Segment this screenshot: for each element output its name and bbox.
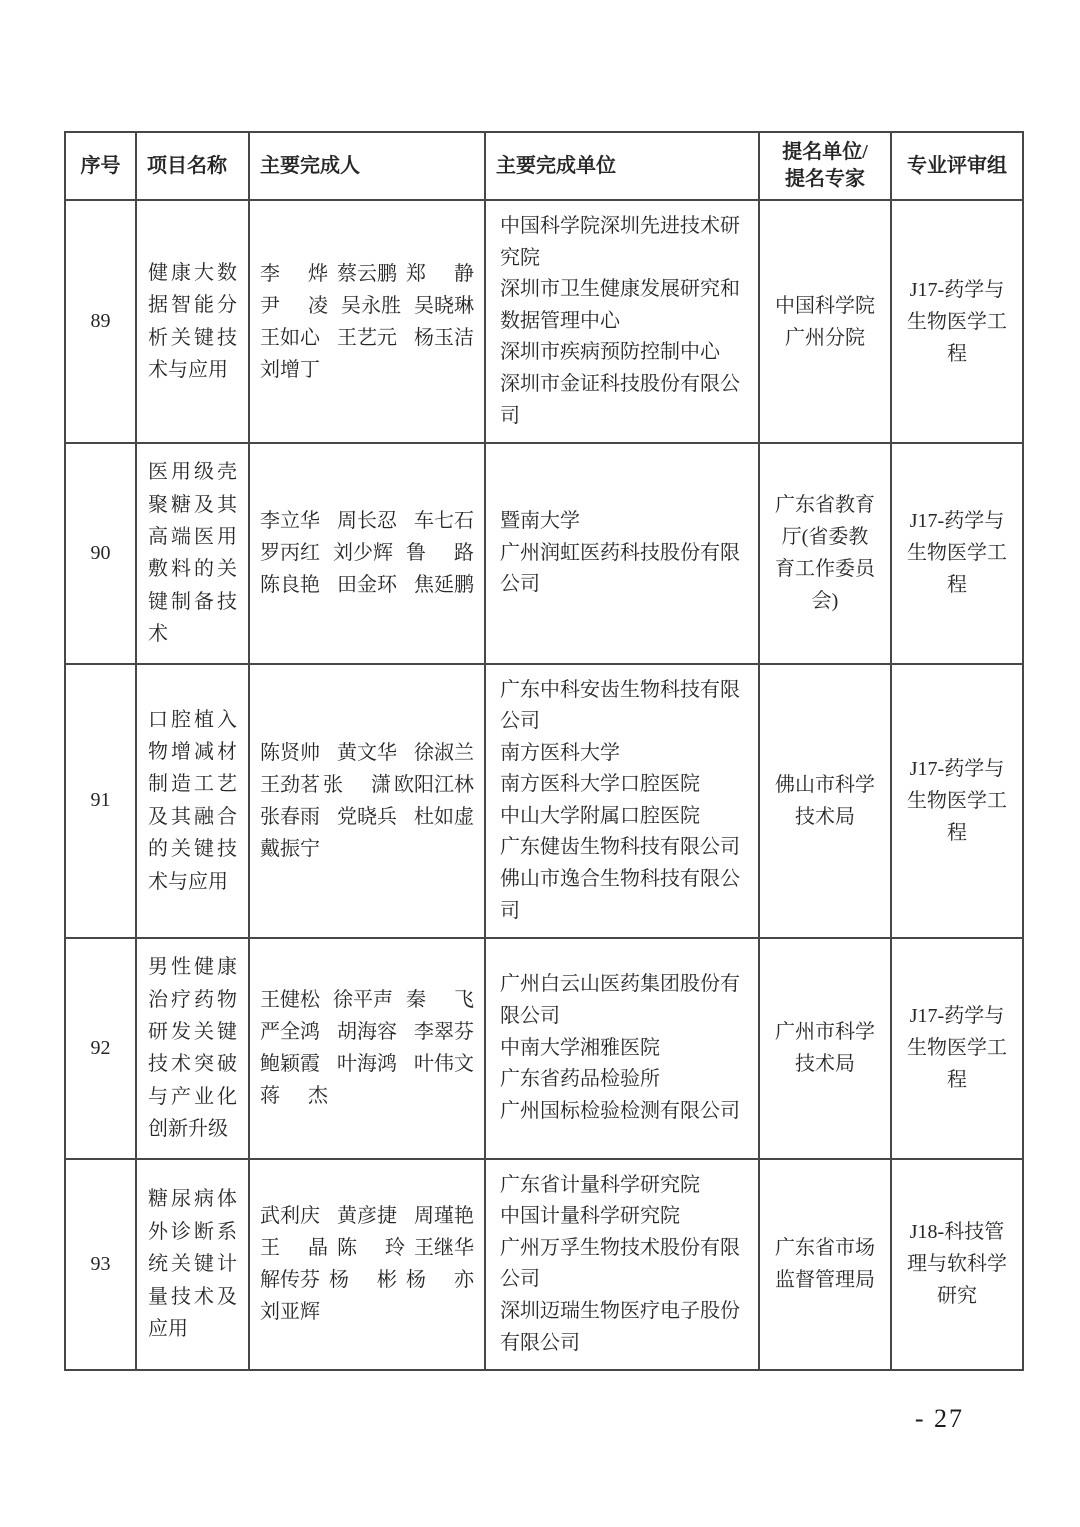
person-name: 陈玲 [337,1237,405,1260]
completers-line [260,1232,474,1264]
table-row [65,443,1023,663]
column-header-nominator [759,132,891,200]
cell-project-title: 口腔植入物增减材制造工艺及其融合的关键技术与应用 [136,664,249,939]
person-name: 尹凌 [260,294,328,317]
person-name: 黄彦捷 [337,1205,397,1228]
person-name: 王晶 [260,1237,328,1260]
person-name: 黄文华 [337,741,397,764]
unit-name: 中山大学附属口腔医院 [500,804,700,827]
table-header [65,132,1023,200]
cell-review-group: J17-药学与生物医学工程 [891,938,1023,1158]
cell-completers [249,1159,485,1371]
column-header-persons [249,132,485,200]
completers-line [260,1016,474,1048]
cell-review-group: J17-药学与生物医学工程 [891,664,1023,939]
page-number: - 27 [914,1404,964,1433]
column-header-units [485,132,759,200]
cell-nominating-unit: 广州市科学技术局 [759,938,891,1158]
column-header-no [65,132,136,200]
unit-name: 中南大学湘雅医院 [500,1036,660,1059]
column-header-line: 主要完成人 [260,154,360,177]
cell-project-title: 男性健康治疗药物研发关键技术突破与产业化创新升级 [136,938,249,1158]
person-name: 王继华 [414,1237,474,1260]
cell-project-title: 糖尿病体外诊断系统关键计量技术及应用 [136,1159,249,1371]
unit-name: 深圳市卫生健康发展研究和数据管理中心 [500,278,740,332]
completers-line [260,1296,474,1328]
unit-name: 南方医科大学口腔医院 [500,773,700,796]
cell-completing-units [485,443,759,663]
column-header-title [136,132,249,200]
unit-name: 南方医科大学 [500,741,620,764]
unit-name: 广东健齿生物科技有限公司 [500,836,740,859]
person-name: 王劲茗 [260,773,320,796]
cell-completing-units [485,1159,759,1371]
person-name: 刘少辉 [333,542,393,565]
person-name: 吴永胜 [341,294,401,317]
table-body [65,200,1023,1370]
person-name: 武利庆 [260,1205,320,1228]
completers-line [260,737,474,769]
person-name: 杨亦 [406,1269,474,1292]
person-name: 鲍颖霞 [260,1053,320,1076]
person-name: 焦延鹏 [414,574,474,597]
completers-line [260,833,474,865]
person-name: 李烨 [260,262,328,285]
person-name: 胡海容 [337,1021,397,1044]
cell-nominating-unit: 中国科学院广州分院 [759,200,891,443]
person-name: 党晓兵 [337,805,397,828]
completers-line [260,354,474,386]
person-name: 杨彬 [329,1269,397,1292]
person-name: 叶海鸿 [337,1053,397,1076]
unit-name: 深圳市金证科技股份有限公司 [500,372,740,427]
cell-project-title: 医用级壳聚糖及其高端医用敷料的关键制备技术 [136,443,249,663]
column-header-line: 提名单位/ [782,141,868,163]
cell-completing-units [485,664,759,939]
cell-completing-units [485,938,759,1158]
person-name: 李立华 [260,510,320,533]
person-name: 徐淑兰 [414,741,474,764]
cell-serial-number: 90 [65,443,136,663]
cell-completers [249,443,485,663]
cell-serial-number: 89 [65,200,136,443]
table-row [65,664,1023,939]
unit-name: 广东省药品检验所 [500,1068,660,1091]
cell-serial-number: 92 [65,938,136,1158]
person-name: 严全鸿 [260,1021,320,1044]
completers-line [260,258,474,290]
unit-name: 深圳迈瑞生物医疗电子股份有限公司 [500,1299,740,1354]
cell-nominating-unit: 广东省市场监督管理局 [759,1159,891,1371]
completers-line [260,505,474,537]
table-row [65,200,1023,443]
cell-completers [249,200,485,443]
person-name: 刘增丁 [260,358,320,381]
completers-line [260,1048,474,1080]
completers-line [260,1264,474,1296]
person-name: 吴晓琳 [414,294,474,317]
unit-name: 广东中科安齿生物科技有限公司 [500,678,740,733]
column-header-line: 主要完成单位 [496,154,616,177]
completers-line [260,984,474,1016]
person-name: 郑静 [406,262,474,285]
unit-name: 深圳市疾病预防控制中心 [500,341,720,364]
person-name: 解传芬 [260,1269,320,1292]
person-name: 戴振宁 [260,837,320,860]
cell-review-group: J18-科技管理与软科学研究 [891,1159,1023,1371]
column-header-group [891,132,1023,200]
person-name: 秦飞 [406,989,474,1012]
unit-name: 中国计量科学研究院 [500,1205,680,1228]
person-name: 罗丙红 [260,542,320,565]
person-name: 蒋杰 [260,1085,328,1108]
person-name: 蔡云鹏 [337,262,397,285]
column-header-line: 提名专家 [785,168,865,190]
cell-review-group: J17-药学与生物医学工程 [891,200,1023,443]
completers-line [260,322,474,354]
person-name: 杜如虚 [414,805,474,828]
person-name: 叶伟文 [414,1053,474,1076]
person-name: 李翠芬 [414,1021,474,1044]
cell-serial-number: 93 [65,1159,136,1371]
unit-name: 佛山市逸合生物科技有限公司 [500,868,740,922]
person-name: 田金环 [337,574,397,597]
person-name: 周长忍 [337,510,397,533]
completers-line [260,569,474,601]
completers-line [260,537,474,569]
cell-nominating-unit: 广东省教育厅(省委教育工作委员会) [759,443,891,663]
person-name: 徐平声 [333,989,393,1012]
person-name: 张春雨 [260,805,320,828]
completers-line [260,1200,474,1232]
person-name: 周瑾艳 [414,1205,474,1228]
person-name: 鲁路 [406,542,474,565]
unit-name: 广州白云山医药集团股份有限公司 [500,973,740,1028]
column-header-line: 专业评审组 [907,154,1007,177]
unit-name: 广东省计量科学研究院 [500,1173,700,1196]
person-name: 车七石 [414,510,474,533]
column-header-line: 项目名称 [147,154,227,177]
person-name: 陈良艳 [260,574,320,597]
unit-name: 暨南大学 [500,509,580,532]
unit-name: 广州润虹医药科技股份有限公司 [500,541,740,596]
table-row [65,1159,1023,1371]
cell-serial-number: 91 [65,664,136,939]
unit-name: 广州万孚生物技术股份有限公司 [500,1236,740,1291]
person-name: 王艺元 [337,326,397,349]
cell-completing-units [485,200,759,443]
person-name: 杨玉洁 [414,326,474,349]
header-row [65,132,1023,200]
completers-line [260,1080,474,1112]
completers-line [260,769,474,801]
person-name: 王如心 [260,326,320,349]
unit-name: 广州国标检验检测有限公司 [500,1099,740,1122]
column-header-line: 序号 [80,154,121,177]
cell-project-title: 健康大数据智能分析关键技术与应用 [136,200,249,443]
completers-line [260,290,474,322]
cell-completers [249,664,485,939]
person-name: 刘亚辉 [260,1301,320,1324]
completers-line [260,801,474,833]
person-name: 欧阳江林 [394,773,474,796]
cell-nominating-unit: 佛山市科学技术局 [759,664,891,939]
projects-table [64,131,1024,1371]
person-name: 王健松 [260,989,320,1012]
cell-review-group: J17-药学与生物医学工程 [891,443,1023,663]
unit-name: 中国科学院深圳先进技术研究院 [500,215,740,269]
cell-completers [249,938,485,1158]
person-name: 张潇 [323,773,391,796]
table-row [65,938,1023,1158]
person-name: 陈贤帅 [260,741,320,764]
